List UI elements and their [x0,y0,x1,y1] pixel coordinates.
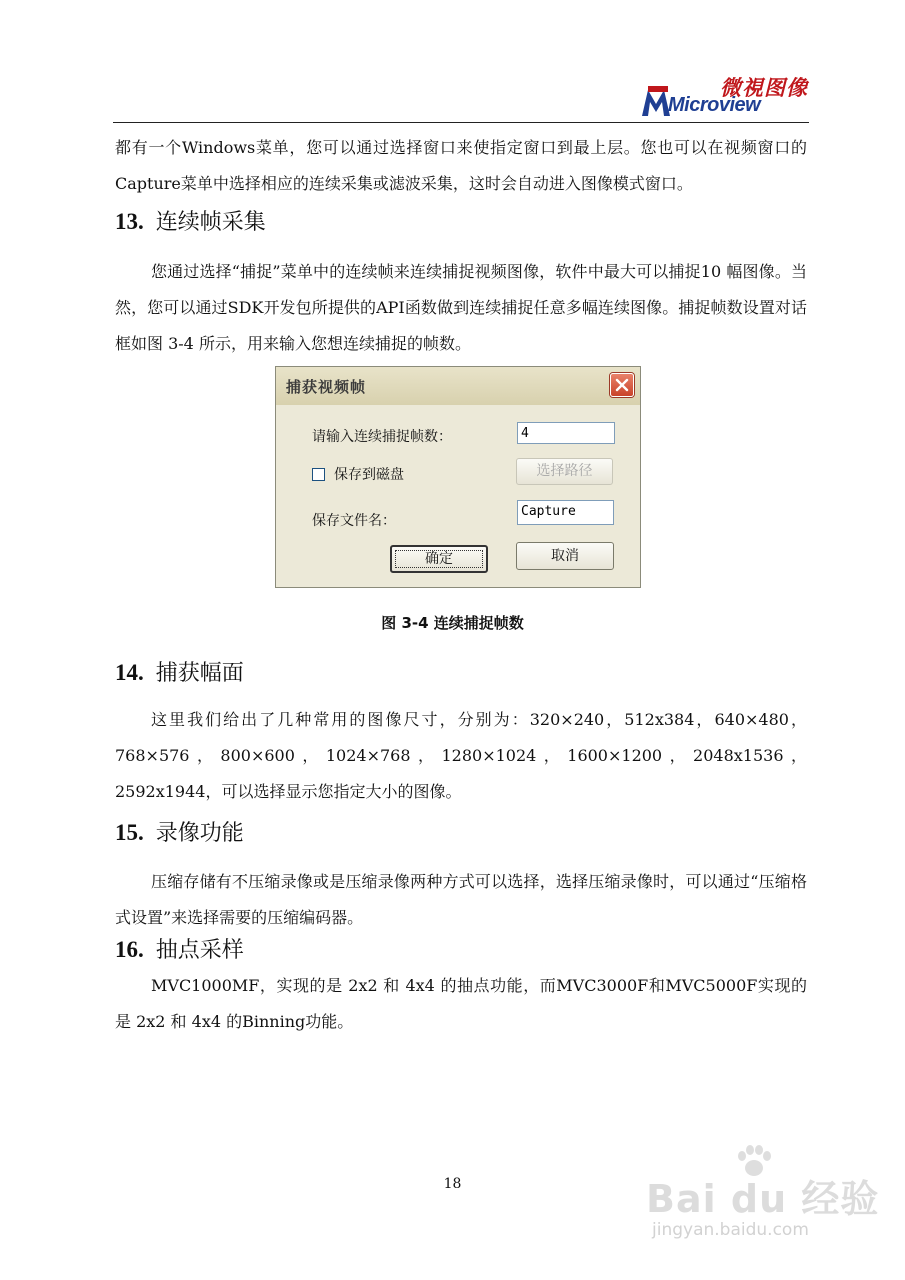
heading-14 [115,658,244,689]
paragraph-section-16: MVC1000MF，实现的是 2x2 和 4x4 的抽点功能，而MVC3000F和MVC5000F实现的是 2x2 和 4x4 的Binning功能。 [115,976,807,1031]
cancel-button[interactable]: 取消 [516,542,614,570]
paragraph-section-13: 您通过选择“捕捉”菜单中的连续帧来连续捕捉视频图像，软件中最大可以捕捉10 幅图像。当然，您可以通过SDK开发包所提供的API函数做到连续捕捉任意多幅连续图像。捕捉帧数设置对话框如图 3-4 所示，用来输入您想连续捕捉的帧数。 [115,262,807,353]
heading-title: 抽点采样 [155,938,244,963]
logo-chinese-text: 微視图像 [720,75,808,100]
page-number: 18 [443,1176,462,1192]
filename-input[interactable]: Capture [517,500,614,525]
choose-path-button[interactable]: 选择路径 [516,458,613,485]
capture-frames-dialog [275,366,641,588]
focus-ring [395,550,483,568]
logo-english-text: Microview [668,94,761,116]
heading-number: 16. [115,937,144,962]
paragraph-intro: 都有一个Windows菜单，您可以通过选择窗口来使指定窗口到最上层。您也可以在视频窗口的Capture菜单中选择相应的连续采集或滤波采集，这时会自动进入图像模式窗口。 [115,138,807,193]
heading-title: 捕获幅面 [155,661,244,686]
ok-button-label: 确定 [425,551,453,567]
close-button[interactable] [610,373,634,397]
microview-logo [640,70,812,122]
heading-13 [115,207,266,238]
paragraph-section-14: 这里我们给出了几种常用的图像尺寸，分别为：320×240，512x384，640×480，768×576，800×600，1024×768，1280×1024，1600×1200，2048x1536，2592x1944，可以选择显示您指定大小的图像。 [115,710,807,801]
watermark-url: jingyan.baidu.com [652,1220,809,1240]
heading-number: 13. [115,209,144,234]
dialog-title: 捕获视频帧 [286,378,367,396]
save-to-disk-checkbox[interactable] [312,468,325,481]
watermark-brand: Bai du 经验 [646,1177,880,1221]
frames-label: 请输入连续捕捉帧数： [312,429,452,445]
dialog-titlebar[interactable] [276,367,640,405]
baidu-jingyan-watermark [640,1140,880,1250]
heading-16 [115,935,244,966]
ok-button[interactable] [390,545,488,573]
figure-caption: 图 3-4 连续捕捉帧数 [381,614,524,632]
header-divider [113,122,809,123]
close-icon [615,378,629,392]
heading-number: 14. [115,660,144,685]
paragraph-section-15: 压缩存储有不压缩录像或是压缩录像两种方式可以选择，选择压缩录像时，可以通过“压缩格式设置”来选择需要的压缩编码器。 [115,872,807,927]
frames-input[interactable]: 4 [517,422,615,444]
heading-number: 15. [115,820,144,845]
filename-label: 保存文件名： [312,513,396,529]
heading-title: 连续帧采集 [155,210,266,235]
heading-title: 录像功能 [155,821,244,846]
save-to-disk-label: 保存到磁盘 [334,467,404,483]
heading-15 [115,818,244,849]
